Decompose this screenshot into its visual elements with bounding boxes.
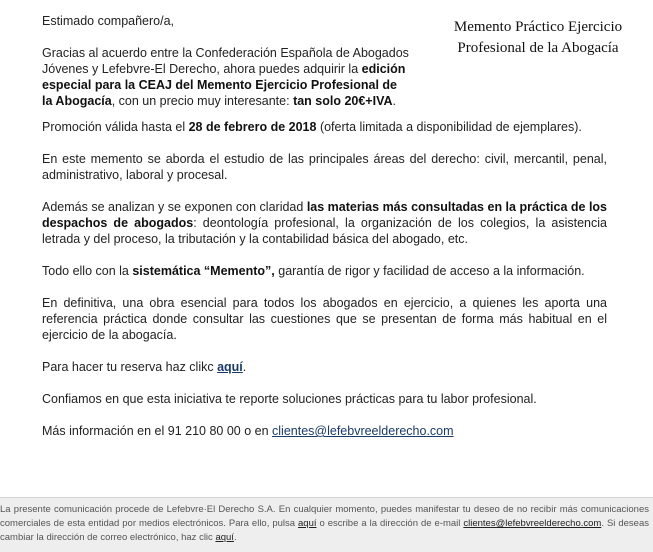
matters-text: Además se analizan y se exponen con claridad (42, 200, 307, 214)
intro-line-1: Gracias al acuerdo entre la Confederación Española de Abogados (42, 46, 409, 60)
intro-text: Jóvenes y Lefebvre-El Derecho, ahora puedes adquirir la (42, 62, 362, 76)
matters-paragraph (42, 199, 607, 247)
system-text: Todo ello con la (42, 264, 133, 278)
intro-line-4 (42, 93, 432, 109)
price: tan solo 20€+IVA (293, 94, 393, 108)
intro-paragraph (42, 45, 432, 109)
areas-paragraph: En este memento se aborda el estudio de las principales áreas del derecho: civil, mercantil, penal, administrativo, laboral y procesal. (42, 152, 607, 182)
footer-email-link[interactable]: clientes@lefebvreelderecho.com (463, 518, 602, 529)
legal-text: La presente comunicación procede de Lefebvre·El Derecho S.A. En cualquier momento, puedes manifestar tu deseo de no recibir más comunicaciones comerciales de esta entidad por medios electrónicos. Para ello, pulsa (0, 504, 649, 529)
contact-email-link[interactable]: clientes@lefebvreelderecho.com (272, 424, 454, 438)
legal-text: . Si deseas cambiar la dirección de correo electrónico, haz clic (0, 518, 649, 543)
info-paragraph (42, 423, 607, 439)
legal-footer (0, 497, 653, 552)
email-body (42, 13, 607, 439)
intro-bold: edición (361, 62, 406, 76)
change-email-link[interactable]: aquí (215, 532, 234, 543)
matters-bold: las materias más consultadas en la práctica de los despachos de abogados (42, 200, 608, 230)
intro-bold: especial para la CEAJ del Memento Ejercicio Profesional de (42, 78, 397, 92)
matters-text: : deontología profesional, la organización de los colegios, la asistencia letrada y del proceso, la tributación y la contabilidad básica del abogado, etc. (42, 216, 607, 246)
system-text: garantía de rigor y facilidad de acceso a la información. (274, 264, 585, 278)
reserve-text: . (242, 360, 247, 374)
promo-date: 28 de febrero de 2018 (188, 120, 317, 134)
trust-paragraph: Confiamos en que esta iniciativa te reporte soluciones prácticas para tu labor profesional. (42, 392, 537, 406)
promo-paragraph (42, 119, 607, 135)
reserve-text: Para hacer tu reserva haz clikc (42, 360, 218, 374)
promo-text: Promoción válida hasta el (42, 120, 189, 134)
intro-text: , con un precio muy interesante: (111, 94, 294, 108)
product-title-line1: Memento Práctico Ejercicio (453, 19, 623, 35)
reserve-paragraph (42, 359, 607, 375)
intro-line-2 (42, 61, 432, 77)
legal-text: o escribe a la dirección de e-mail (316, 518, 464, 529)
reserve-link[interactable]: aquí (217, 360, 243, 374)
promo-text: (oferta limitada a disponibilidad de ejemplares). (316, 120, 582, 134)
summary-paragraph: En definitiva, una obra esencial para todos los abogados en ejercicio, a quienes les aporta una referencia práctica donde consultar las cuestiones que se presentan de forma más habitual en el ejercicio de la abogacía. (42, 296, 607, 342)
system-bold: sistemática “Memento”, (132, 264, 275, 278)
intro-text: . (392, 94, 397, 108)
intro-line-3 (42, 77, 432, 93)
legal-text: . (233, 532, 237, 543)
unsubscribe-link[interactable]: aquí (298, 518, 317, 529)
product-title-line2: Profesional de la Abogacía (457, 40, 619, 56)
intro-bold: la Abogacía (42, 94, 112, 108)
system-paragraph (42, 263, 607, 279)
greeting: Estimado compañero/a, (42, 14, 175, 28)
info-text: Más información en el 91 210 80 00 o en (42, 424, 273, 438)
legal-notice (0, 498, 653, 545)
